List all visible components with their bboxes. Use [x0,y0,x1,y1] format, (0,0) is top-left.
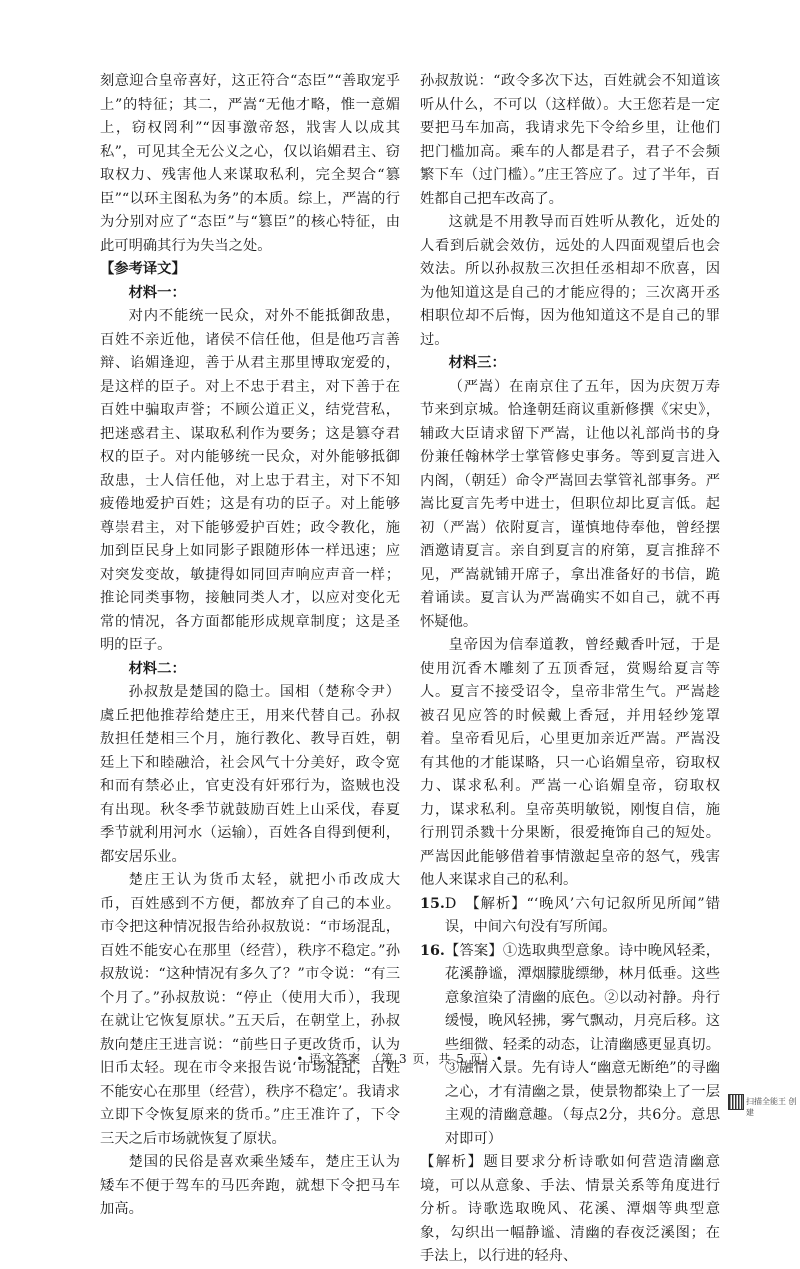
question-16 [420,940,720,1152]
right-column [420,70,720,1264]
material-2-title: 材料二： [128,660,186,677]
question-16-analysis: 【解析】题目要求分析诗歌如何营造清幽意境，可以从意象、手法、情景关系等角度进行分析。诗歌选取晚风、花溪、潭烟等典型意象，勾织出一幅静谧、清幽的春夜泛溪图；在手法上，以行进的轻舟、 [420,1154,720,1264]
question-15 [420,893,720,940]
page-footer: • 语文答案 （第 3 页，共 5 页）• [296,1052,504,1066]
question-15-number: 15. [420,895,445,912]
material-2-paragraph-3: 楚国的民俗是喜欢乘坐矮车，楚庄王认为矮车不便于驾车的马匹奔跑，就想下令把马车加高。 [100,1154,400,1217]
qr-code-icon [728,1094,744,1110]
material-2-paragraph-1: 孙叔敖是楚国的隐士。国相（楚称令尹）虞丘把他推荐给楚庄王，用来代替自己。孙叔敖担任楚相三个月，施行教化、教导百姓，朝廷上下和睦融洽，社会风气十分美好，政令宽和而有禁必止，官吏没有奸邪行为，盗贼也没有出现。秋冬季节就鼓励百姓上山采伐，春夏季节就利用河水（运输），百姓各自得到便利，都安居乐业。 [100,684,400,865]
material-3-paragraph-1: （严嵩）在南京住了五年，因为庆贺万寿节来到京城。恰逢朝廷商议重新修撰《宋史》，辅政大臣请求留下严嵩，让他以礼部尚书的身份兼任翰林学士掌管修史事务。等到夏言进入内阁，（朝廷）命令严嵩回去掌管礼部事务。严嵩比夏言先考中进士，但职位却比夏言低。起初（严嵩）依附夏言，谨慎地侍奉他，曾经摆酒邀请夏言。亲自到夏言的府第，夏言推辞不见，严嵩就铺开席子，拿出准备好的书信，跪着诵读。夏言认为严嵩确实不如自己，就不再怀疑他。 [420,378,720,630]
reference-translation-header: 【参考译文】 [100,261,186,277]
material-2-paragraph-5: 这就是不用教导而百姓听从教化，近处的人看到后就会效仿，远处的人四面观望后也会效法。所以孙叔敖三次担任丞相却不欣喜，因为他知道这是自己的才能应得的；三次离开丞相职位却不后悔，因为他知道这不是自己的罪过。 [420,214,720,348]
material-1-text: 对内不能统一民众，对外不能抵御敌患，百姓不亲近他，诸侯不信任他，但是他巧言善辩、谄媚逢迎，善于从君主那里博取宠爱的，是这样的臣子。对上不忠于君主，对下善于在百姓中骗取声誉；不顾公道正义，结党营私，把迷惑君主、谋取私利作为要务；这是篡夺君权的臣子。对内能够统一民众，对外能够抵御敌患，士人信任他，对上忠于君主，对下不知疲倦地爱护百姓；这是有功的臣子。对上能够尊崇君主，对下能够爱护百姓；政令教化，施加到臣民身上如同影子跟随形体一样迅速；应对突发变故，敏捷得如同回声响应声音一样；推论同类事物，接触同类人才，以应对变化无常的情况，各方面都能形成规章制度；这是圣明的臣子。 [100,308,400,653]
material-3-title: 材料三： [448,355,506,371]
question-15-text: D 【解析】“‘晚风’六句记叙所见所闻”错误，中间六句没有写所闻。 [444,895,720,935]
question-16-answer: 【答案】①选取典型意象。诗中晚风轻柔，花溪静谧，潭烟朦胧缥缈，林月低垂。这些意象渲染了清幽的底色。②以动衬静。舟行缓慢，晚风轻拂，雾气飘动，月亮后移。这些细微、轻柔的动态，让清幽感更显真切。③融情入景。先有诗人“幽意无断绝”的寻幽之心，才有清幽之景，使景物都染上了一层主观的清幽意趣。（每点2分，共6分。意思对即可） [444,942,720,1147]
material-2-paragraph-2: 楚庄王认为货币太轻，就把小币改成大币，百姓感到不方便，都放弃了自己的本业。市令把这种情况报告给孙叔敖说：“市场混乱，百姓不能安心在那里（经营），秩序不稳定。”孙叔敖说：“这种情况有多久了？”市令说：“有三个月了。”孙叔敖说：“停止（使用大币），我现在就让它恢复原状。”五天后，在朝堂上，孙叔敖向楚庄王进言说：“前些日子更改货币，认为旧币太轻。现在市令来报告说‘市场混乱，百姓不能安心在那里（经营），秩序不稳定’。我请求立即下令恢复原来的货币。”庄王准许了，下令三天之后市场就恢复了原状。 [100,872,400,1147]
material-3-paragraph-2: 皇帝因为信奉道教，曾经戴香叶冠，于是使用沉香木雕刻了五顶香冠，赏赐给夏言等人。夏言不接受诏令，皇帝非常生气。严嵩趁被召见应答的时候戴上香冠，并用轻纱笼罩着。皇帝看见后，心里更加亲近严嵩。严嵩没有其他的才能谋略，只一心谄媚皇帝，窃取权力、谋求私利。严嵩一心谄媚皇帝，窃取权力，谋求私利。皇帝英明敏锐，刚愎自信，施行刑罚杀戮十分果断，很爱掩饰自己的短处。严嵩因此能够借着事情激起皇帝的怒气，残害他人来谋求自己的私利。 [420,637,720,888]
intro-paragraph: 刻意迎合皇帝喜好，这正符合“态臣”“善取宠乎上”的特征；其二，严嵩“无他才略，惟一意媚上，窃权罔利”“因事激帝怒，戕害人以成其私”，可见其全无公义之心，仅以谄媚君主、窃取权力、残害他人来谋取私利，完全契合“篡臣”“以环主图私为务”的本质。综上，严嵩的行为分别对应了“态臣”与“篡臣”的核心特征，由此可明确其行为失当之处。 [100,73,400,254]
scanner-watermark: 扫描全能王 创建 [746,1097,797,1117]
material-2-paragraph-4: 孙叔敖说：“政令多次下达，百姓就会不知道该听从什么，不可以（这样做）。大王您若是一定要把马车加高，我请求先下令给乡里，让他们把门槛加高。乘车的人都是君子，君子不会频繁下车（过门槛）。”庄王答应了。过了半年，百姓都自己把车改高了。 [420,73,720,207]
question-16-number: 16. [420,942,445,959]
material-1-title: 材料一： [128,284,186,301]
